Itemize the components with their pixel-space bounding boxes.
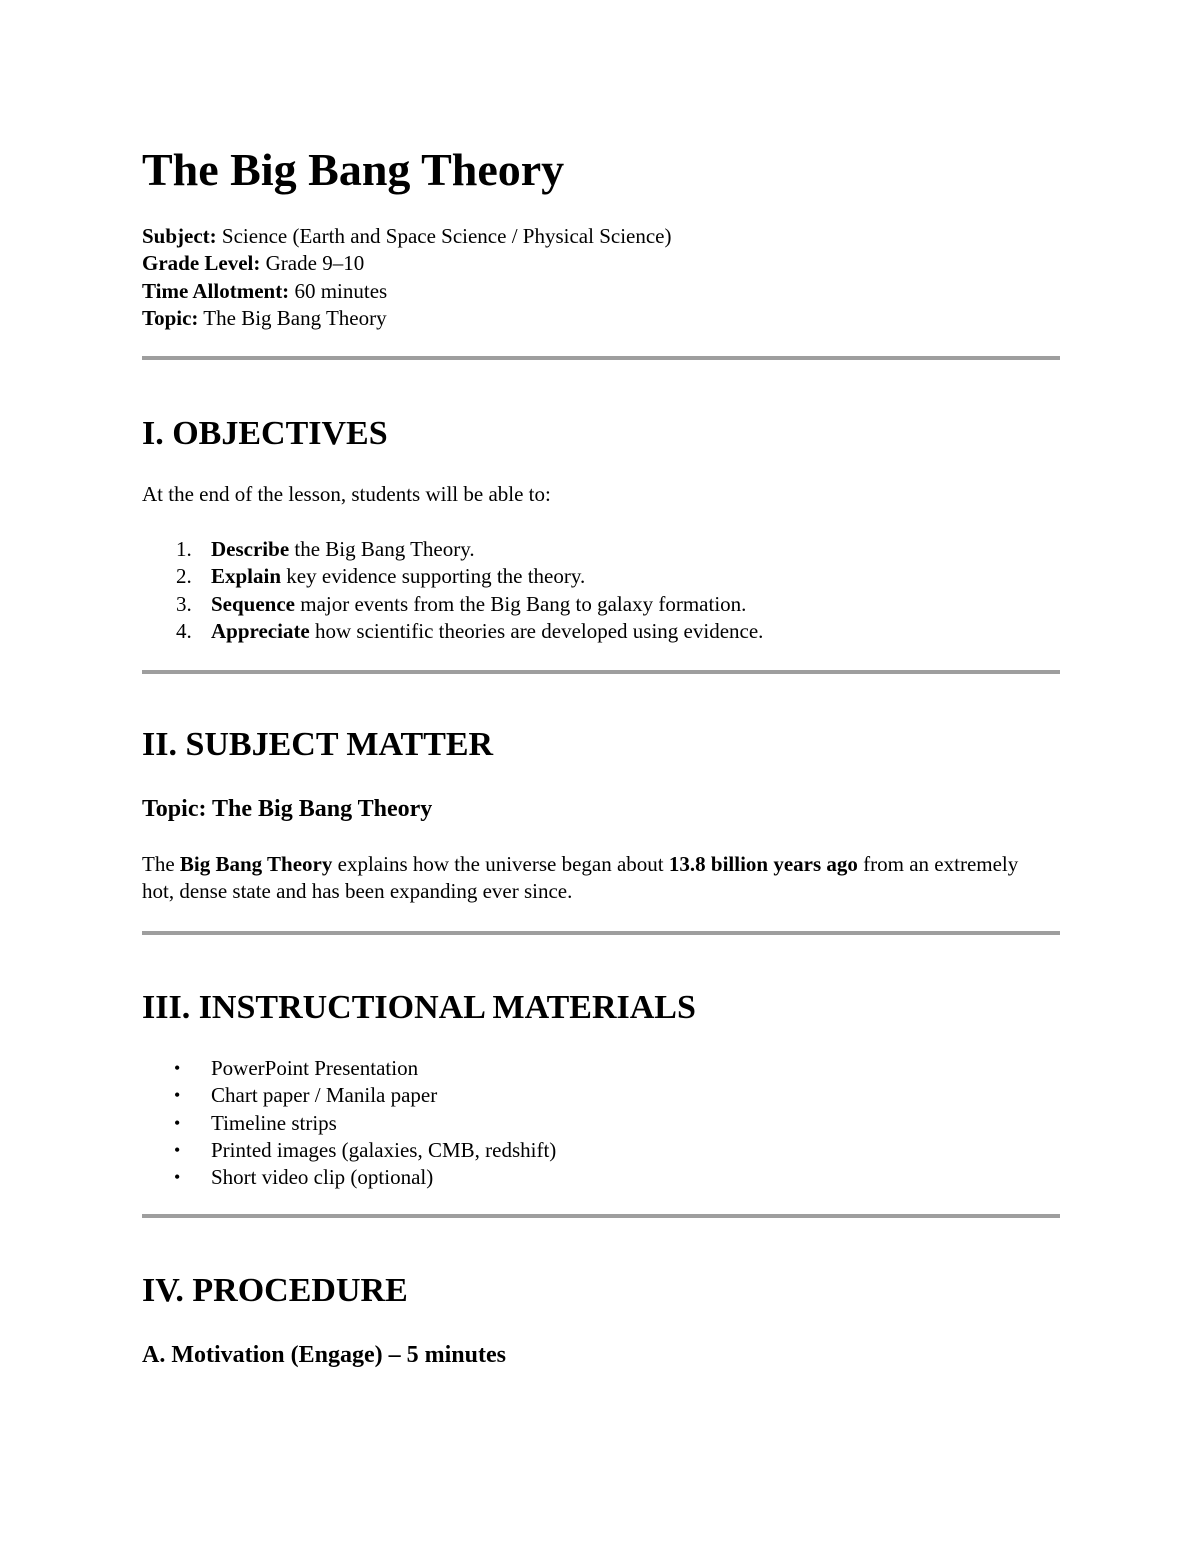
text-run: The [142, 852, 180, 876]
meta-label: Time Allotment: [142, 278, 290, 303]
meta-grade-level [142, 250, 671, 277]
objective-verb: Describe [211, 537, 290, 561]
list-item [142, 1055, 556, 1082]
subject-matter-paragraph [142, 851, 1042, 905]
bullet-icon: • [174, 1139, 181, 1160]
subject-matter-heading: II. SUBJECT MATTER [142, 726, 494, 763]
material-text: Timeline strips [211, 1110, 337, 1135]
materials-list [142, 1055, 556, 1191]
bold-run: 13.8 billion years ago [668, 852, 858, 876]
section-divider [142, 356, 1060, 360]
procedure-subheading: A. Motivation (Engage) – 5 minutes [142, 1342, 506, 1368]
meta-topic [142, 305, 671, 332]
meta-value: The Big Bang Theory [198, 305, 387, 330]
bullet-icon: • [174, 1085, 181, 1106]
list-item [142, 618, 763, 645]
objective-text: the Big Bang Theory. [289, 537, 475, 561]
material-text: Short video clip (optional) [211, 1165, 434, 1190]
objective-verb: Appreciate [211, 618, 310, 643]
objective-text: how scientific theories are developed using evidence. [309, 618, 764, 643]
text-run: from an extremely hot, dense state and has been expanding ever since. [142, 852, 1019, 903]
procedure-heading: IV. PROCEDURE [142, 1272, 408, 1309]
list-number: 3. [176, 591, 192, 616]
bullet-icon: • [174, 1167, 181, 1188]
document-title: The Big Bang Theory [142, 144, 565, 195]
bold-run: Big Bang Theory [179, 852, 333, 876]
meta-subject [142, 223, 671, 250]
list-item [142, 1082, 556, 1109]
meta-value: 60 minutes [289, 278, 388, 303]
meta-value: Science (Earth and Space Science / Physical Science) [216, 224, 672, 248]
objectives-list [142, 536, 763, 645]
material-text: Chart paper / Manila paper [211, 1083, 438, 1108]
meta-label: Grade Level: [142, 251, 261, 276]
meta-value: Grade 9–10 [260, 251, 365, 276]
objectives-intro: At the end of the lesson, students will be able to: [142, 482, 551, 506]
meta-time-allotment [142, 278, 671, 305]
objectives-heading: I. OBJECTIVES [142, 415, 388, 452]
list-item [142, 536, 763, 563]
text-run: explains how the universe began about [332, 852, 669, 876]
list-item [142, 1164, 556, 1191]
bullet-icon: • [174, 1058, 181, 1078]
objective-text: major events from the Big Bang to galaxy formation. [295, 591, 747, 616]
bullet-icon: • [174, 1112, 181, 1133]
section-divider [142, 1214, 1060, 1218]
list-item [142, 563, 763, 590]
subject-matter-topic: Topic: The Big Bang Theory [142, 796, 433, 822]
list-item [142, 591, 763, 618]
lesson-meta [142, 223, 671, 332]
meta-label: Subject: [142, 224, 217, 248]
section-divider [142, 931, 1060, 935]
list-number: 4. [176, 618, 192, 643]
material-text: Printed images (galaxies, CMB, redshift) [211, 1137, 557, 1162]
meta-label: Topic: [142, 305, 199, 330]
objective-verb: Explain [211, 564, 282, 589]
list-item [142, 1137, 556, 1164]
material-text: PowerPoint Presentation [211, 1056, 419, 1080]
materials-heading: III. INSTRUCTIONAL MATERIALS [142, 989, 696, 1026]
list-number: 2. [176, 564, 192, 589]
list-number: 1. [176, 537, 192, 561]
list-item [142, 1110, 556, 1137]
section-divider [142, 670, 1060, 674]
objective-verb: Sequence [211, 591, 295, 616]
objective-text: key evidence supporting the theory. [281, 564, 586, 589]
